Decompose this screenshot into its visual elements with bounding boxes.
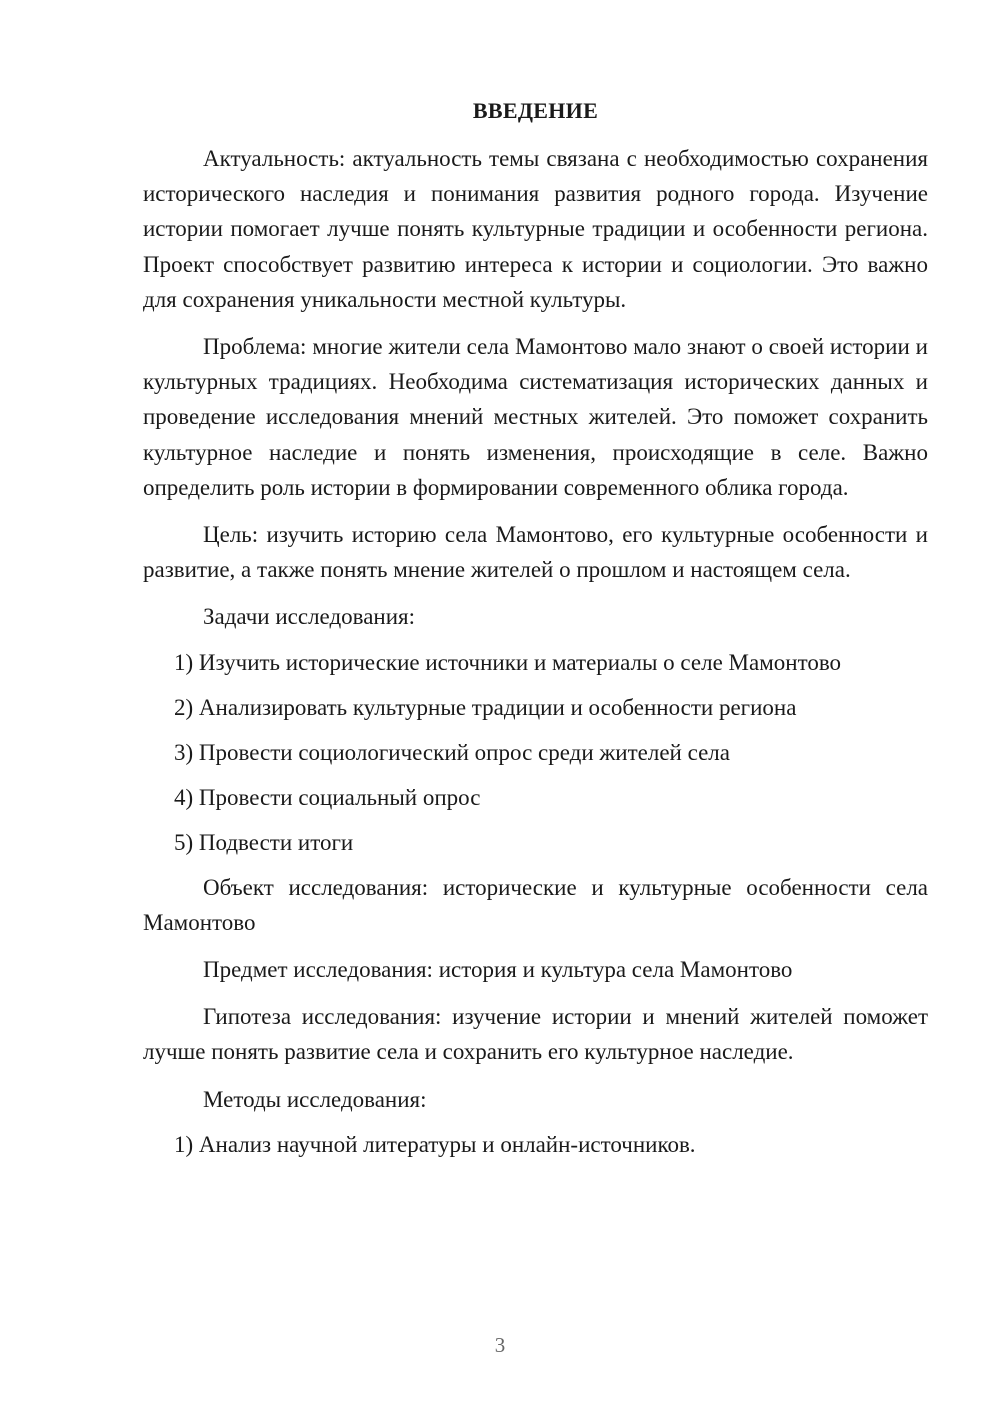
- method-item-1: 1) Анализ научной литературы и онлайн-источников.: [174, 1131, 696, 1157]
- document-page: [143, 95, 928, 1172]
- task-item-4: 4) Провести социальный опрос: [174, 784, 481, 810]
- hypothesis-paragraph: Гипотеза исследования: изучение истории и мнений жителей поможет лучше понять развитие села и сохранить его культурное наследие.: [143, 1004, 928, 1065]
- goal-paragraph: Цель: изучить историю села Мамонтово, его культурные особенности и развитие, а также понять мнение жителей о прошлом и настоящем села.: [143, 522, 928, 583]
- task-item-5: 5) Подвести итоги: [174, 829, 354, 855]
- subject-paragraph: Предмет исследования: история и культура села Мамонтово: [203, 957, 793, 983]
- relevance-paragraph: Актуальность: актуальность темы связана с необходимостью сохранения исторического наследия и понимания развития родного города. Изучение истории помогает лучше понять культурные традиции и особенности региона. Проект способствует развитию интереса к истории и социологии. Это важно для сохранения уникальности местной культуры.: [143, 146, 928, 312]
- page-number: 3: [494, 1333, 506, 1357]
- tasks-heading: Задачи исследования:: [203, 604, 416, 630]
- task-item-1: 1) Изучить исторические источники и материалы о селе Мамонтово: [174, 649, 842, 675]
- task-item-3: 3) Провести социологический опрос среди жителей села: [174, 739, 730, 765]
- object-paragraph: Объект исследования: исторические и культурные особенности села Мамонтово: [143, 874, 928, 935]
- task-item-2: 2) Анализировать культурные традиции и особенности региона: [174, 694, 797, 720]
- section-title: ВВЕДЕНИЕ: [472, 98, 599, 123]
- problem-paragraph: Проблема: многие жители села Мамонтово мало знают о своей истории и культурных традициях. Необходима систематизация исторических данных и проведение исследования мнений местных жителей. Это поможет сохранить культурное наследие и понять изменения, происходящие в селе. Важно определить роль истории в формировании современного облика города.: [143, 334, 928, 500]
- methods-heading: Методы исследования:: [203, 1086, 427, 1112]
